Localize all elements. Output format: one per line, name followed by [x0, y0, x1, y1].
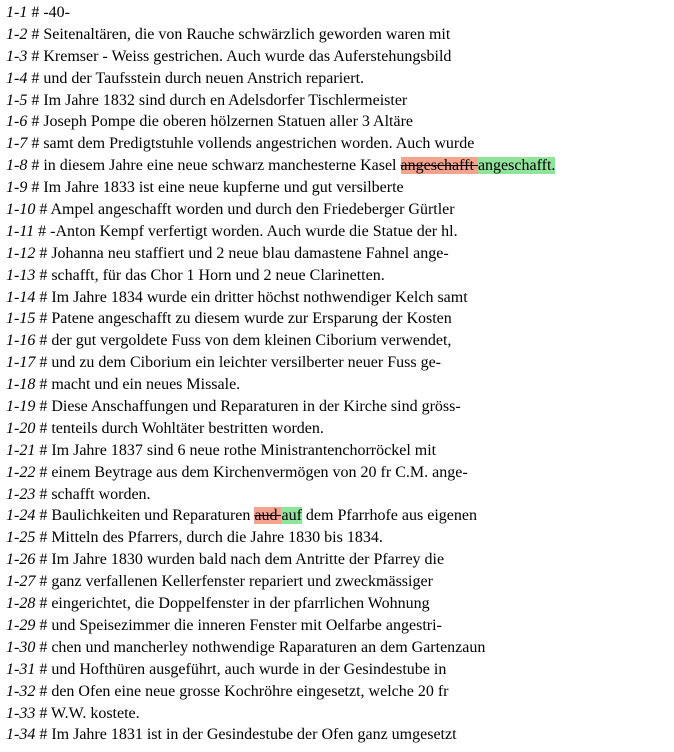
transcription-line: 1-16 # der gut vergoldete Fuss von dem kleinen Ciborium verwendet,	[6, 332, 452, 350]
line-text: eingerichtet, die Doppelfenster in der pfarrlichen Wohnung	[51, 595, 430, 613]
line-text: -40-	[43, 4, 70, 21]
line-text: und Hofthüren ausgeführt, auch wurde in der Gesindestube in	[51, 660, 447, 678]
line-number: 1-16	[6, 332, 36, 350]
transcription-document	[6, 2, 670, 746]
line-text: Im Jahre 1834 wurde ein dritter höchst nothwendiger Kelch samt	[51, 288, 468, 306]
transcription-line: 1-8 # in diesem Jahre eine neue schwarz manchesterne Kasel angeschafft angeschafft.	[6, 157, 556, 175]
line-number: 1-1	[6, 4, 28, 21]
line-number: 1-22	[6, 463, 36, 481]
line-text: und der Taufsstein durch neuen Anstrich repariert.	[43, 69, 365, 87]
line-number: 1-3	[6, 47, 28, 65]
transcription-line: 1-26 # Im Jahre 1830 wurden bald nach dem Antritte der Pfarrey die	[6, 551, 445, 569]
line-text: einem Beytrage aus dem Kirchenvermögen von 20 fr C.M. ange-	[51, 463, 468, 481]
transcription-line: 1-9 # Im Jahre 1833 ist eine neue kupferne und gut versilberte	[6, 179, 404, 197]
line-number: 1-33	[6, 704, 36, 722]
line-text: samt dem Predigtstuhle vollends angestrichen worden. Auch wurde	[43, 135, 475, 153]
line-text: Im Jahre 1831 ist in der Gesindestube der Ofen ganz umgesetzt	[51, 726, 457, 744]
line-text: ganz verfallenen Kellerfenster repariert und zweckmässiger	[51, 573, 433, 591]
line-number: 1-7	[6, 135, 28, 153]
transcription-line: 1-27 # ganz verfallenen Kellerfenster repariert und zweckmässiger	[6, 573, 433, 591]
line-text: Im Jahre 1833 ist eine neue kupferne und gut versilberte	[43, 179, 404, 197]
line-text: Patene angeschafft zu diesem wurde zur Ersparung der Kosten	[51, 310, 452, 328]
line-text: Diese Anschaffungen und Reparaturen in der Kirche sind gröss-	[51, 398, 461, 416]
line-number: 1-6	[6, 113, 28, 131]
transcription-line: 1-1 # -40-	[6, 4, 70, 21]
line-text: schafft worden.	[51, 485, 151, 503]
transcription-line: 1-6 # Joseph Pompe die oberen hölzernen Statuen aller 3 Altäre	[6, 113, 413, 131]
transcription-line: 1-18 # macht und ein neues Missale.	[6, 376, 241, 394]
line-text: Seitenaltären, die von Rauche schwärzlich geworden waren mit	[43, 25, 451, 43]
line-number: 1-10	[6, 201, 36, 219]
transcription-line: 1-5 # Im Jahre 1832 sind durch en Adelsdorfer Tischlermeister	[6, 91, 408, 109]
line-text: chen und mancherley nothwendige Raparaturen an dem Gartenzaun	[51, 638, 486, 656]
transcription-line: 1-21 # Im Jahre 1837 sind 6 neue rothe Ministrantenchorröckel mit	[6, 441, 437, 459]
transcription-line: 1-29 # und Speisezimmer die inneren Fenster mit Oelfarbe angestri-	[6, 616, 442, 634]
line-text: W.W. kostete.	[51, 704, 140, 722]
line-number: 1-2	[6, 25, 28, 43]
transcription-line: 1-7 # samt dem Predigtstuhle vollends angestrichen worden. Auch wurde	[6, 135, 475, 153]
line-number: 1-12	[6, 244, 36, 262]
line-text: -Anton Kempf verfertigt worden. Auch wurde die Statue der hl.	[50, 222, 458, 240]
line-text: Joseph Pompe die oberen hölzernen Statuen aller 3 Altäre	[43, 113, 413, 131]
transcription-line: 1-22 # einem Beytrage aus dem Kirchenvermögen von 20 fr C.M. ange-	[6, 463, 468, 481]
transcription-line: 1-4 # und der Taufsstein durch neuen Anstrich repariert.	[6, 69, 365, 87]
line-text: den Ofen eine neue grosse Kochröhre eingesetzt, welche 20 fr	[51, 682, 449, 700]
line-text: Ampel angeschafft worden und durch den Friedeberger Gürtler	[50, 201, 455, 219]
line-number: 1-4	[6, 69, 28, 87]
transcription-line: 1-33 # W.W. kostete.	[6, 704, 140, 722]
transcription-line: 1-3 # Kremser - Weiss gestrichen. Auch wurde das Auferstehungsbild	[6, 47, 452, 65]
line-text: Baulichkeiten und Reparaturen	[51, 507, 255, 525]
line-number: 1-28	[6, 595, 36, 613]
line-text: und Speisezimmer die inneren Fenster mit Oelfarbe angestri-	[51, 616, 442, 634]
line-text: macht und ein neues Missale.	[51, 376, 241, 394]
line-number: 1-23	[6, 485, 36, 503]
line-number: 1-32	[6, 682, 36, 700]
line-number: 1-18	[6, 376, 36, 394]
line-text: Im Jahre 1832 sind durch en Adelsdorfer Tischlermeister	[43, 91, 408, 109]
transcription-line: 1-34 # Im Jahre 1831 ist in der Gesindestube der Ofen ganz umgesetzt	[6, 726, 457, 744]
line-number: 1-5	[6, 91, 28, 109]
transcription-line: 1-28 # eingerichtet, die Doppelfenster in der pfarrlichen Wohnung	[6, 595, 430, 613]
transcription-line: 1-31 # und Hofthüren ausgeführt, auch wurde in der Gesindestube in	[6, 660, 447, 678]
transcription-line: 1-19 # Diese Anschaffungen und Reparaturen in der Kirche sind gröss-	[6, 398, 461, 416]
line-number: 1-25	[6, 529, 36, 547]
deleted-text: angeschafft	[400, 157, 478, 175]
line-text: und zu dem Ciborium ein leichter versilberter neuer Fuss ge-	[51, 354, 441, 372]
transcription-line: 1-11 # -Anton Kempf verfertigt worden. Auch wurde die Statue der hl.	[6, 222, 458, 240]
line-number: 1-34	[6, 726, 36, 744]
transcription-line: 1-23 # schafft worden.	[6, 485, 151, 503]
line-text: Im Jahre 1830 wurden bald nach dem Antritte der Pfarrey die	[51, 551, 445, 569]
transcription-line: 1-14 # Im Jahre 1834 wurde ein dritter höchst nothwendiger Kelch samt	[6, 288, 468, 306]
line-text: tenteils durch Wohltäter bestritten worden.	[51, 419, 324, 437]
transcription-line: 1-15 # Patene angeschafft zu diesem wurde zur Ersparung der Kosten	[6, 310, 452, 328]
line-number: 1-14	[6, 288, 36, 306]
line-number: 1-30	[6, 638, 36, 656]
inserted-text: angeschafft.	[477, 157, 556, 175]
line-number: 1-27	[6, 573, 36, 591]
line-text: in diesem Jahre eine neue schwarz manchesterne Kasel	[43, 157, 401, 175]
transcription-line: 1-20 # tenteils durch Wohltäter bestritten worden.	[6, 419, 324, 437]
line-number: 1-19	[6, 398, 36, 416]
transcription-line: 1-10 # Ampel angeschafft worden und durch den Friedeberger Gürtler	[6, 201, 455, 219]
line-number: 1-20	[6, 419, 36, 437]
line-number: 1-13	[6, 266, 36, 284]
transcription-line: 1-13 # schafft, für das Chor 1 Horn und 2 neue Clarinetten.	[6, 266, 385, 284]
line-text: schafft, für das Chor 1 Horn und 2 neue Clarinetten.	[51, 266, 385, 284]
transcription-line: 1-12 # Johanna neu staffiert und 2 neue blau damastene Fahnel ange-	[6, 244, 449, 262]
line-text: Johanna neu staffiert und 2 neue blau damastene Fahnel ange-	[51, 244, 449, 262]
transcription-line: 1-25 # Mitteln des Pfarrers, durch die Jahre 1830 bis 1834.	[6, 529, 383, 547]
line-number: 1-8	[6, 157, 28, 175]
deleted-text: aud	[254, 507, 282, 525]
line-number: 1-9	[6, 179, 28, 197]
line-number: 1-29	[6, 616, 36, 634]
transcription-line: 1-30 # chen und mancherley nothwendige Raparaturen an dem Gartenzaun	[6, 638, 486, 656]
transcription-line: 1-32 # den Ofen eine neue grosse Kochröhre eingesetzt, welche 20 fr	[6, 682, 449, 700]
line-number: 1-24	[6, 507, 36, 525]
line-text: Kremser - Weiss gestrichen. Auch wurde das Auferstehungsbild	[43, 47, 452, 65]
line-text-after: dem Pfarrhofe aus eigenen	[301, 507, 477, 525]
transcription-line: 1-2 # Seitenaltären, die von Rauche schwärzlich geworden waren mit	[6, 25, 451, 43]
line-number: 1-17	[6, 354, 36, 372]
line-number: 1-21	[6, 441, 36, 459]
transcription-line: 1-24 # Baulichkeiten und Reparaturen aud auf dem Pfarrhofe aus eigenen	[6, 507, 477, 525]
line-text: Mitteln des Pfarrers, durch die Jahre 1830 bis 1834.	[51, 529, 383, 547]
line-text: Im Jahre 1837 sind 6 neue rothe Ministrantenchorröckel mit	[51, 441, 437, 459]
line-number: 1-15	[6, 310, 36, 328]
line-text: der gut vergoldete Fuss von dem kleinen Ciborium verwendet,	[51, 332, 452, 350]
transcription-line: 1-17 # und zu dem Ciborium ein leichter versilberter neuer Fuss ge-	[6, 354, 441, 372]
line-number: 1-11	[6, 222, 35, 240]
line-number: 1-31	[6, 660, 36, 678]
inserted-text: auf	[281, 507, 302, 525]
line-number: 1-26	[6, 551, 36, 569]
